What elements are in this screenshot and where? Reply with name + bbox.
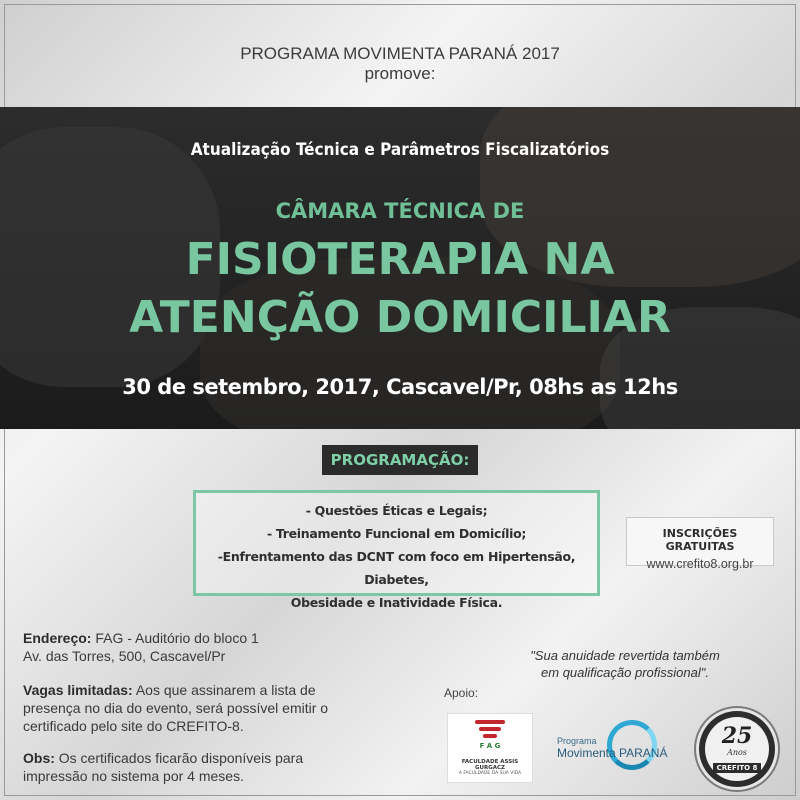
- programacao-item: - Questões Éticas e Legais;: [305, 503, 488, 518]
- quote-line1: "Sua anuidade revertida também: [530, 648, 720, 663]
- fag-short-name: F A G: [479, 742, 501, 750]
- movimenta-line2: Movimenta PARANÁ: [557, 746, 668, 760]
- programacao-item: -Enfrentamento das DCNT com foco em Hipertensão, Diabetes,: [217, 549, 576, 587]
- program-promove: promove:: [364, 64, 436, 83]
- address-line2: Av. das Torres, 500, Cascavel/Pr: [23, 648, 226, 664]
- seal-text: Anos: [727, 748, 747, 757]
- program-name: PROGRAMA MOVIMENTA PARANÁ 2017: [240, 44, 560, 63]
- fag-logo: [447, 713, 533, 783]
- event-title-line2: ATENÇÃO DOMICILIAR: [129, 292, 671, 343]
- fag-tagline: A FACULDADE DA SUA VIDA: [458, 771, 522, 776]
- movimenta-line1: Programa: [557, 736, 597, 746]
- vagas-block: [23, 681, 353, 735]
- vagas-text: Aos que assinarem a lista de presença no dia do evento, será possível emitir o certificado pelo site do CREFITO-8.: [23, 682, 329, 734]
- hero-banner: [0, 107, 800, 429]
- programacao-list: [196, 493, 597, 614]
- inscricoes-title: INSCRIÇÕES GRATUITAS: [662, 527, 738, 553]
- vagas-label: Vagas limitadas:: [23, 682, 133, 698]
- crefito-25-anos-seal: [699, 711, 775, 787]
- programacao-label: PROGRAMAÇÃO:: [322, 445, 478, 475]
- inscricoes-link[interactable]: www.crefito8.org.br: [646, 557, 754, 571]
- seal-brand: CREFITO 8: [713, 763, 761, 773]
- quote-line2: em qualificação profissional".: [541, 665, 709, 680]
- fag-emblem-icon: [471, 720, 509, 742]
- event-pretitle: CÂMARA TÉCNICA DE: [275, 199, 525, 223]
- movimenta-ring-icon: [607, 720, 657, 770]
- movimenta-parana-logo: [557, 718, 687, 776]
- programacao-box: [193, 490, 600, 610]
- event-date: 30 de setembro, 2017, Cascavel/Pr, 08hs as 12hs: [122, 375, 678, 399]
- programacao-item: - Treinamento Funcional em Domicílio;: [266, 526, 527, 541]
- anuidade-quote: [520, 647, 730, 681]
- event-title-line1: FISIOTERAPIA NA: [185, 234, 615, 285]
- seal-number: 25: [721, 723, 753, 749]
- obs-text: Os certificados ficarão disponíveis para impressão no sistema por 4 meses.: [23, 750, 304, 784]
- address-block: [23, 629, 353, 665]
- obs-label: Obs:: [23, 750, 55, 766]
- address-line1: FAG - Auditório do bloco 1: [95, 630, 259, 646]
- event-subtitle: Atualização Técnica e Parâmetros Fiscalizatórios: [190, 140, 610, 160]
- apoio-label: Apoio:: [444, 686, 479, 700]
- inscricoes-box: [626, 517, 774, 571]
- obs-block: [23, 749, 353, 785]
- program-header: [0, 44, 800, 84]
- address-label: Endereço:: [23, 630, 92, 646]
- fag-full-name: FACULDADE ASSIS GURGACZ: [461, 759, 519, 771]
- programacao-item: Obesidade e Inatividade Física.: [290, 595, 503, 610]
